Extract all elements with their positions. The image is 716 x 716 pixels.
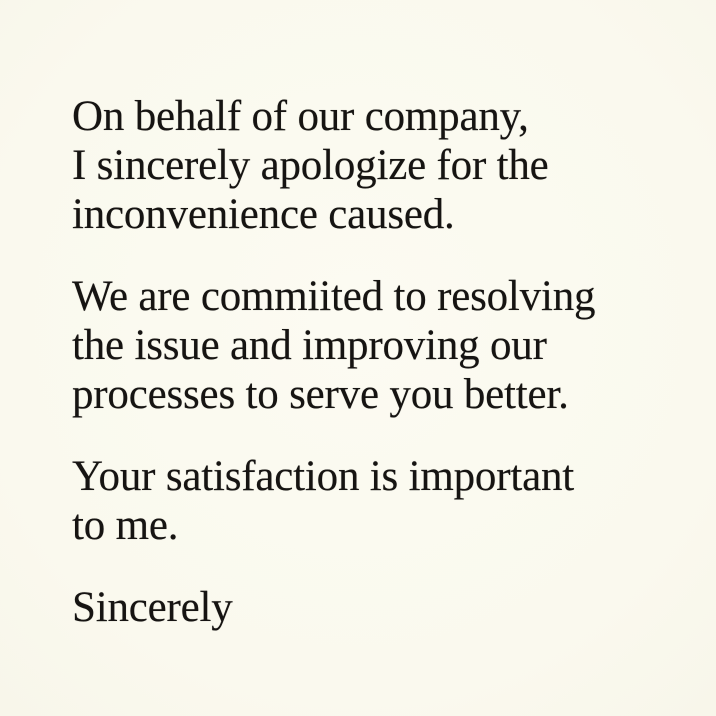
paragraph-apology xyxy=(72,92,676,239)
text-line: On behalf of our company, xyxy=(72,93,529,140)
text-line: We are commiited to resolving xyxy=(72,273,596,320)
text-line: I sincerely apologize for the xyxy=(72,142,549,189)
paragraph-satisfaction xyxy=(72,452,676,550)
paragraph-signoff xyxy=(72,583,676,632)
text-line: inconvenience caused. xyxy=(72,191,455,238)
text-line: to me. xyxy=(72,502,179,549)
text-line: Your satisfaction is important xyxy=(72,453,575,500)
paragraph-commitment xyxy=(72,272,676,419)
text-line: Sincerely xyxy=(72,584,233,631)
text-line: processes to serve you better. xyxy=(72,371,569,418)
text-line: the issue and improving our xyxy=(72,322,547,369)
